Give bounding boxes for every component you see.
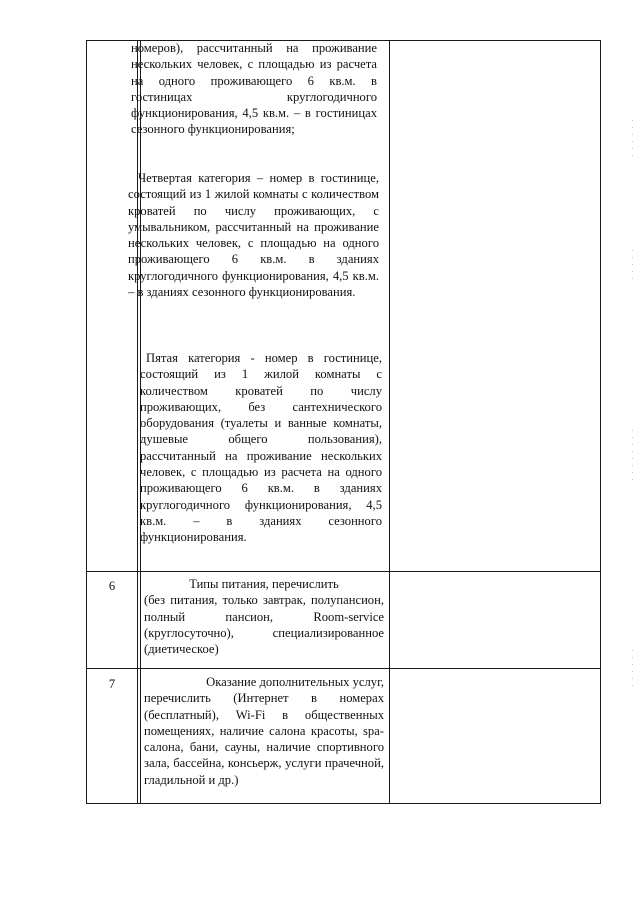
row-6-heading: Типы питания, перечислить	[189, 577, 339, 591]
table-border-bottom	[86, 803, 601, 804]
row-1-description	[131, 40, 377, 138]
scan-edge-mark	[632, 430, 633, 480]
row-6-description	[144, 576, 384, 657]
table-border-right	[600, 40, 601, 804]
table-border-value-col	[389, 40, 390, 804]
row-7-details: перечислить (Интернет в номерах (бесплатный), Wi-Fi в общественных помещениях, наличие салона красоты, spa-салона, бани, сауны, наличие спортивного зала, бассейна, консьерж, услуги прачечной, гладильной и др.)	[144, 691, 384, 787]
paragraph-continuation: номеров), рассчитанный на проживание нескольких человек, с площадью из расчета на одного проживающего 6 кв.м. в гостиницах круглогодичного функционирования, 4,5 кв.м. – в гостиницах сезонного функционирования;	[131, 41, 377, 137]
scan-edge-mark	[632, 650, 633, 690]
scan-edge-mark	[632, 120, 633, 160]
row-divider-2	[86, 668, 601, 669]
row-7-heading: Оказание дополнительных услуг,	[206, 675, 384, 689]
row-6-number: 6	[108, 579, 116, 593]
row-1-category-5	[140, 350, 382, 546]
row-7-number: 7	[108, 677, 116, 691]
row-divider-1	[86, 571, 601, 572]
paragraph-category-5: Пятая категория - номер в гостинице, состоящий из 1 жилой комнаты с количеством кроватей по числу проживающих, без сантехнического оборудования (туалеты и ванные комнаты, душевые общего пользования), рассчитанный на проживание нескольких человек, с площадью из расчета на одного проживающего 6 кв.м. в зданиях круглогодичного функционирования, 4,5 кв.м. – в зданиях сезонного функционирования.	[140, 351, 382, 545]
row-7-description	[144, 674, 384, 788]
scan-edge-mark	[632, 250, 633, 280]
paragraph-category-4: Четвертая категория – номер в гостинице, состоящий из 1 жилой комнаты с количеством кроватей по числу проживающих, с умывальником, рассчитанный на проживание нескольких человек, с площадью на одного проживающего 6 кв.м. в зданиях круглогодичного функционирования, 4,5 кв.м. – в зданиях сезонного функционирования.	[128, 171, 379, 300]
row-1-category-4	[128, 170, 379, 300]
row-6-details: (без питания, только завтрак, полупансион, полный пансион, Room-service (круглосуточно), специализированное (диетическое)	[144, 593, 384, 657]
